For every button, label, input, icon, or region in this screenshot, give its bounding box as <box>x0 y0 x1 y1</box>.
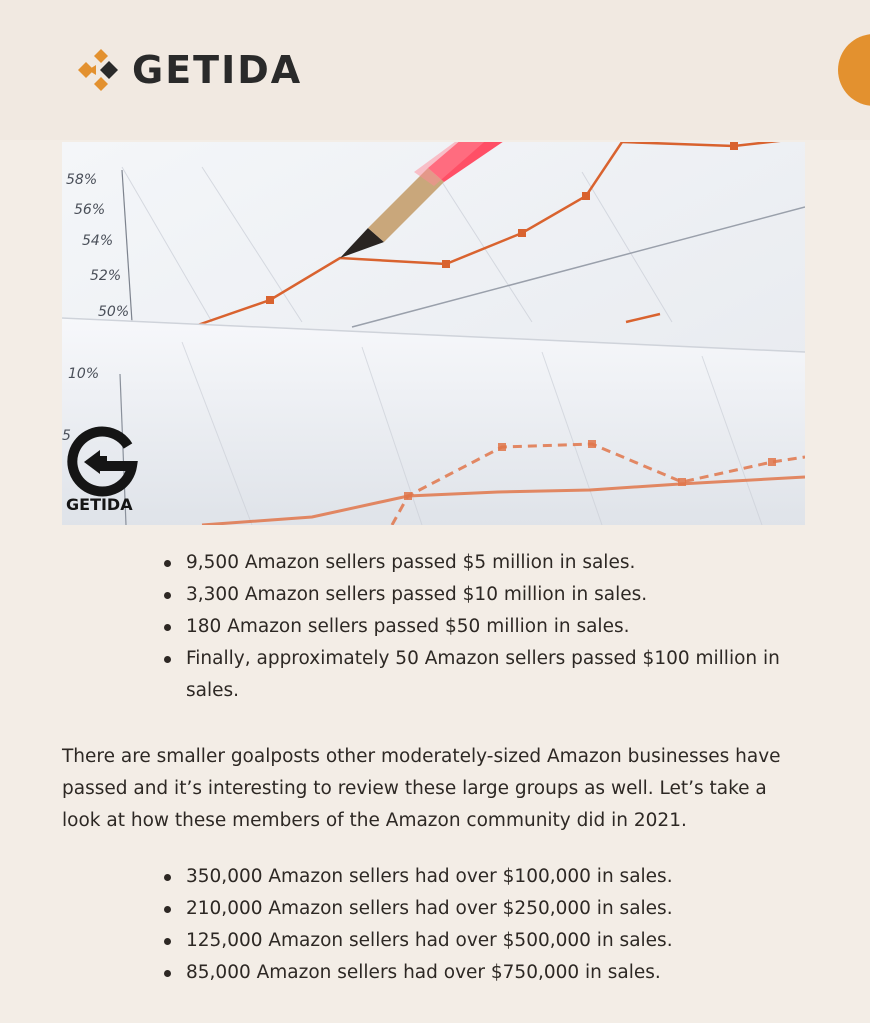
list-item: Finally, approximately 50 Amazon sellers passed $100 million in sales. <box>186 643 806 707</box>
hero-image <box>62 142 805 525</box>
list-item: 125,000 Amazon sellers had over $500,000 in sales. <box>186 925 786 957</box>
tick-label: 10% <box>68 366 100 382</box>
list-item: 180 Amazon sellers passed $50 million in sales. <box>186 611 806 643</box>
tick-label: 54% <box>82 233 114 249</box>
seller-milestones-list <box>186 547 806 707</box>
tick-label: 52% <box>90 268 122 284</box>
hero-chart-illustration <box>62 142 805 525</box>
menu-button[interactable] <box>838 34 870 106</box>
getida-watermark <box>66 426 138 522</box>
logo-mark-icon <box>74 48 122 92</box>
site-header <box>0 0 870 140</box>
list-item: 210,000 Amazon sellers had over $250,000 in sales. <box>186 893 786 925</box>
watermark-text: GETIDA <box>66 495 133 514</box>
tick-label: 50% <box>98 304 130 320</box>
tick-label: 5 <box>62 428 71 444</box>
tick-label: 56% <box>74 202 106 218</box>
list-item: 9,500 Amazon sellers passed $5 million in sales. <box>186 547 806 579</box>
tick-label: 58% <box>66 172 98 188</box>
seller-sales-list <box>186 861 786 989</box>
logo-text: GETIDA <box>132 48 303 92</box>
g-logo-icon <box>66 426 138 498</box>
list-item: 3,300 Amazon sellers passed $10 million in sales. <box>186 579 806 611</box>
list-item: 350,000 Amazon sellers had over $100,000 in sales. <box>186 861 786 893</box>
list-item: 85,000 Amazon sellers had over $750,000 in sales. <box>186 957 786 989</box>
body-paragraph: There are smaller goalposts other moderately-sized Amazon businesses have passed and it’s interesting to review these large groups as well. Let’s take a look at how these members of the Amazon community did in 2021. <box>62 746 781 831</box>
getida-logo[interactable] <box>74 48 302 92</box>
